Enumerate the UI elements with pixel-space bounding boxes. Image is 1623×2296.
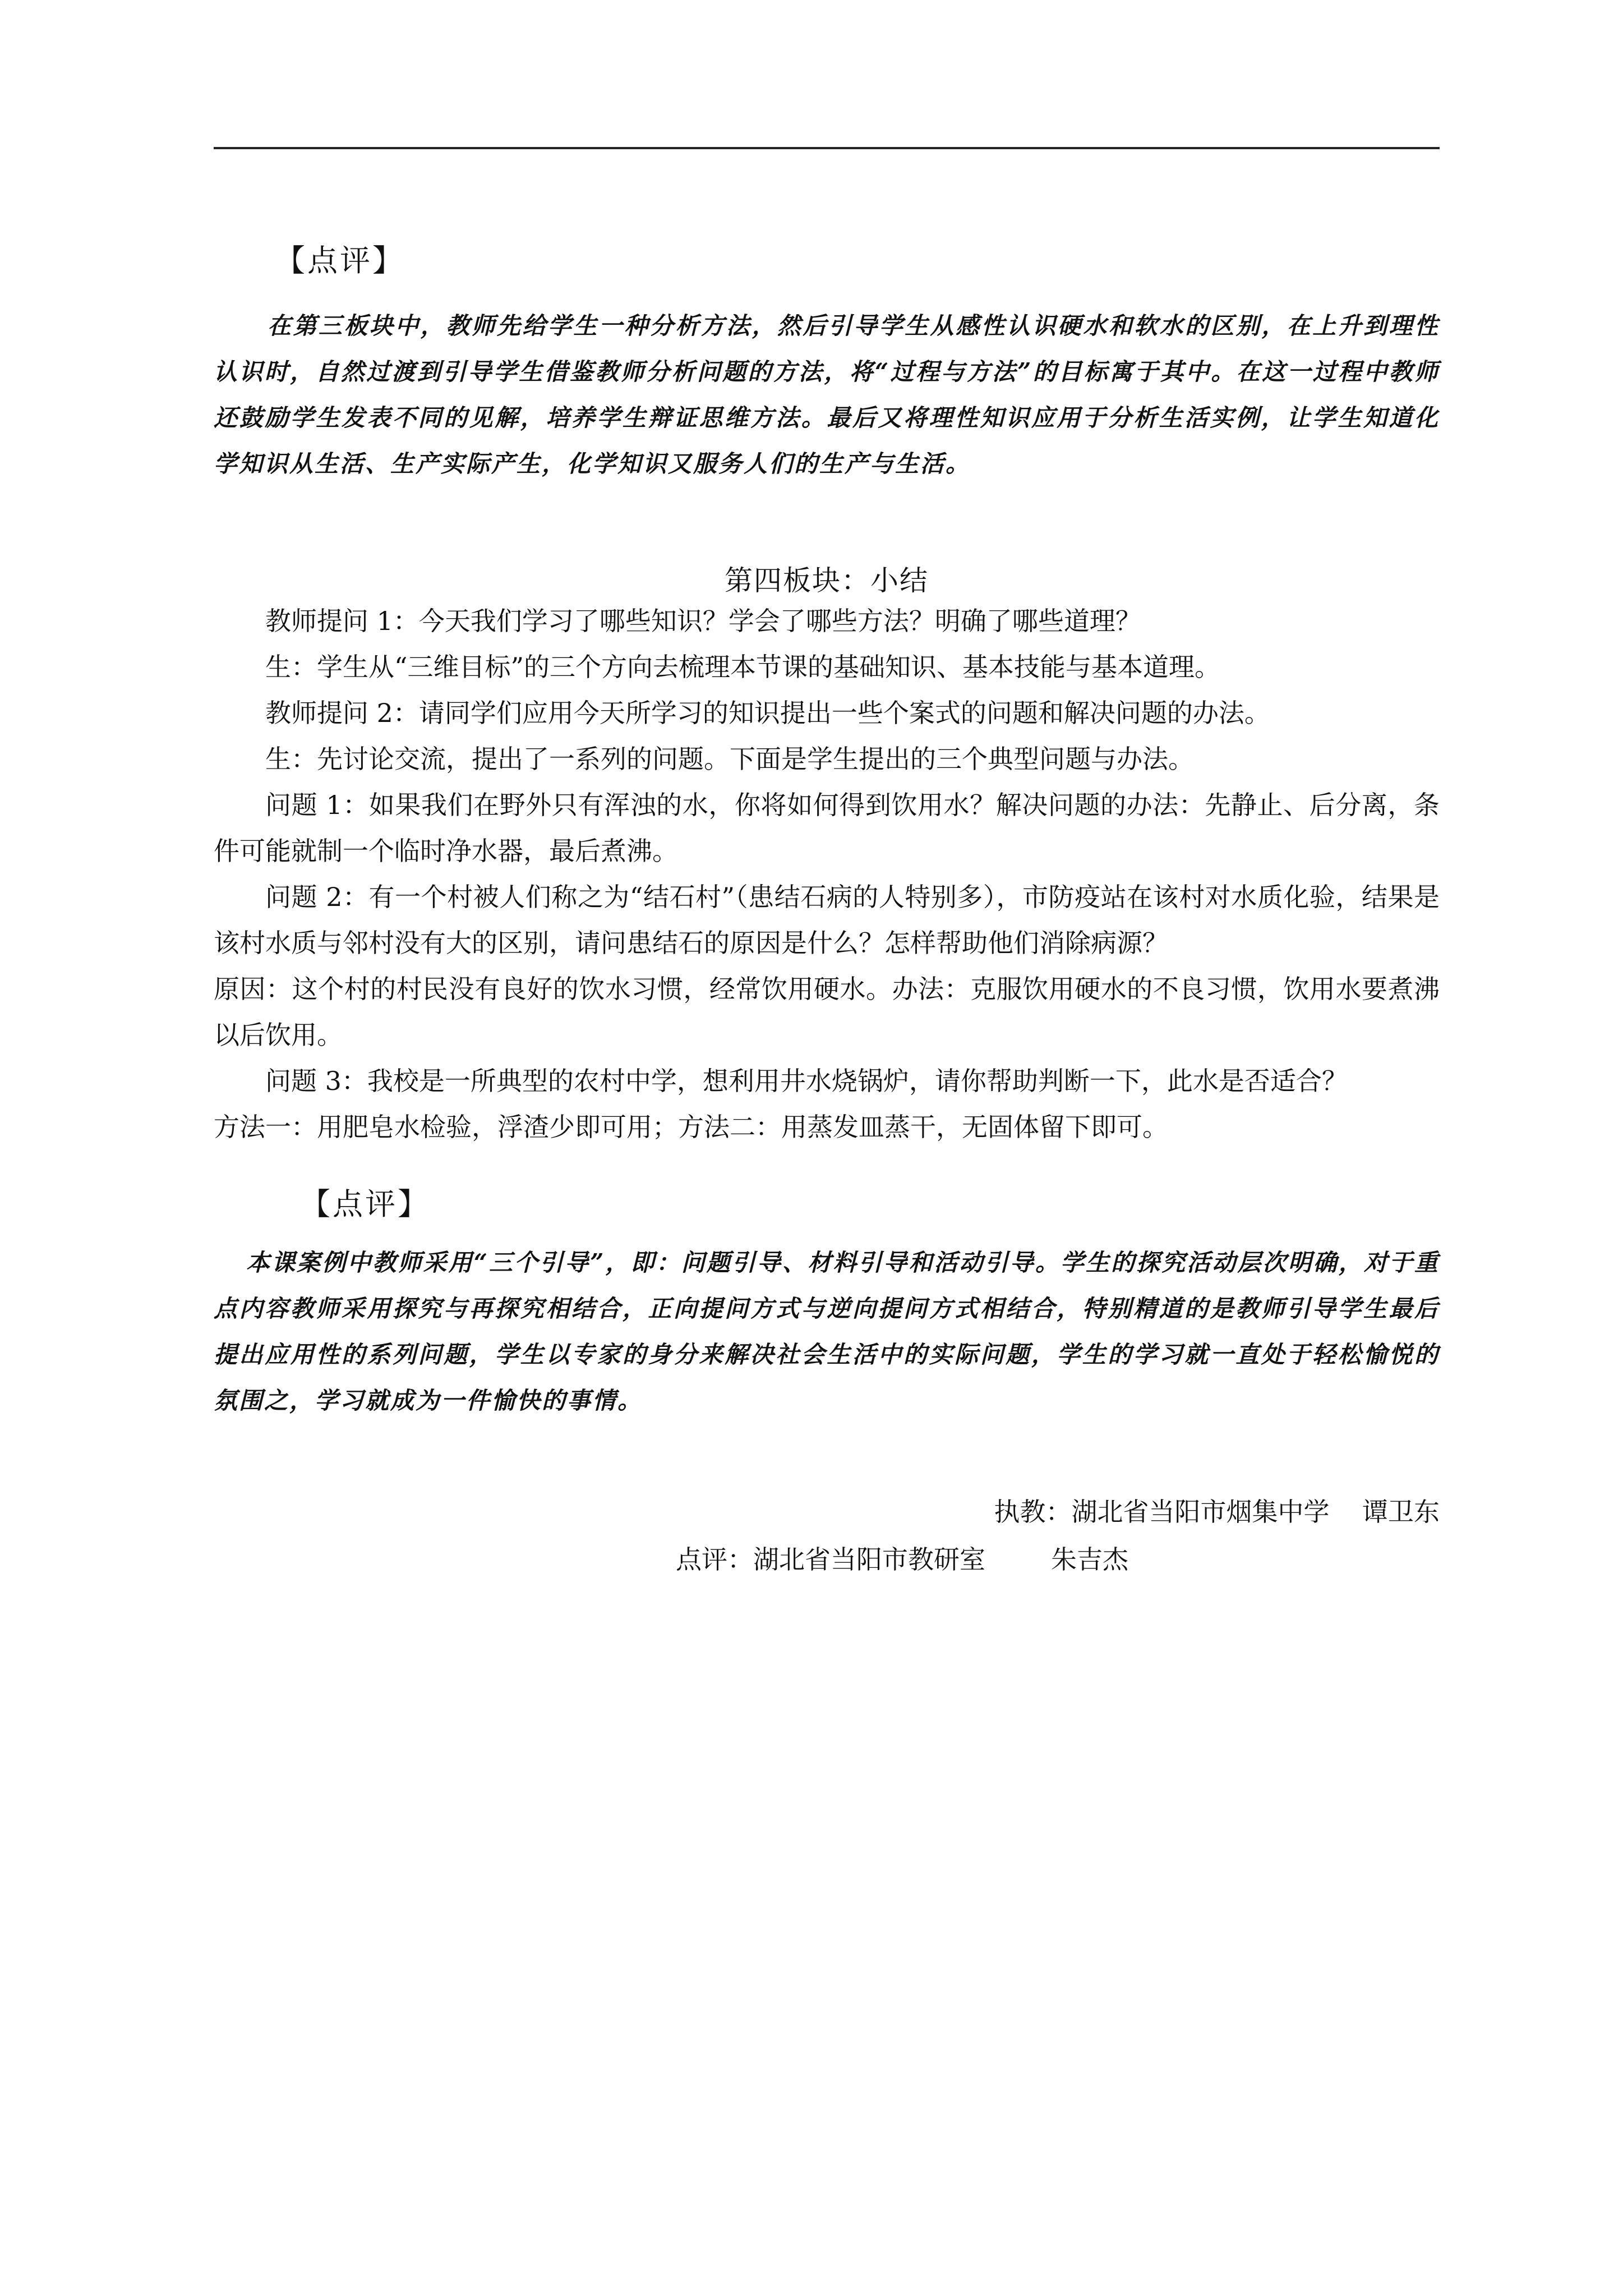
teacher-credit: 执教：湖北省当阳市烟集中学 谭卫东 <box>994 1497 1440 1527</box>
paragraph-teacher-question-2: 教师提问 2：请同学们应用今天所学习的知识提出一些个案式的问题和解决问题的办法。 <box>265 698 1270 728</box>
paragraph-student-answer-2: 生：先讨论交流，提出了一系列的问题。下面是学生提出的三个典型问题与办法。 <box>265 744 1194 774</box>
paragraph-problem-2-reason: 原因：这个村的村民没有良好的饮水习惯，经常饮用硬水。办法：克服饮用硬水的不良习惯，饮用水要煮沸以后饮用。 <box>214 974 1440 1050</box>
paragraph-problem-2: 问题 2：有一个村被人们称之为“结石村”（患结石病的人特别多），市防疫站在该村对水质化验，结果是该村水质与邻村没有大的区别，请问患结石的原因是什么？怎样帮助他们消除病源？ <box>214 882 1440 958</box>
section-title: 第四板块：小结 <box>725 564 929 597</box>
review-heading-2: 【点评】 <box>300 1186 430 1222</box>
header-rule <box>214 147 1440 149</box>
review-heading-1: 【点评】 <box>275 243 405 278</box>
summary-body <box>214 598 1440 1150</box>
paragraph-problem-1: 问题 1：如果我们在野外只有浑浊的水，你将如何得到饮用水？解决问题的办法：先静止、后分离，条件可能就制一个临时净水器，最后煮沸。 <box>214 790 1440 866</box>
paragraph-teacher-question-1: 教师提问 1：今天我们学习了哪些知识？学会了哪些方法？明确了哪些道理？ <box>265 606 1141 636</box>
paragraph-student-answer-1: 生：学生从“三维目标”的三个方向去梳理本节课的基础知识、基本技能与基本道理。 <box>265 652 1221 682</box>
review-text-1: 在第三板块中，教师先给学生一种分析方法，然后引导学生从感性认识硬水和软水的区别，在上升到理性认识时，自然过渡到引导学生借鉴教师分析问题的方法，将“过程与方法”的目标寓于其中。在这一过程中教师还鼓励学生发表不同的见解，培养学生辩证思维方法。最后又将理性知识应用于分析生活实例，让学生知道化学知识从生活、生产实际产生，化学知识又服务人们的生产与生活。 <box>214 312 1440 477</box>
reviewer-credit: 点评：湖北省当阳市教研室 朱吉杰 <box>676 1544 1128 1575</box>
review-text-2: 本课案例中教师采用“三个引导”，即：问题引导、材料引导和活动引导。学生的探究活动层次明确，对于重点内容教师采用探究与再探究相结合，正向提问方式与逆向提问方式相结合，特别精道的是教师引导学生最后提出应用性的系列问题，学生以专家的身分来解决社会生活中的实际问题，学生的学习就一直处于轻松愉悦的氛围之，学习就成为一件愉快的事情。 <box>214 1249 1440 1414</box>
paragraph-problem-3: 问题 3：我校是一所典型的农村中学，想利用井水烧锅炉，请你帮助判断一下，此水是否适合？ <box>265 1066 1348 1096</box>
paragraph-problem-3-methods: 方法一：用肥皂水检验，浮渣少即可用；方法二：用蒸发皿蒸干，无固体留下即可。 <box>214 1112 1168 1142</box>
